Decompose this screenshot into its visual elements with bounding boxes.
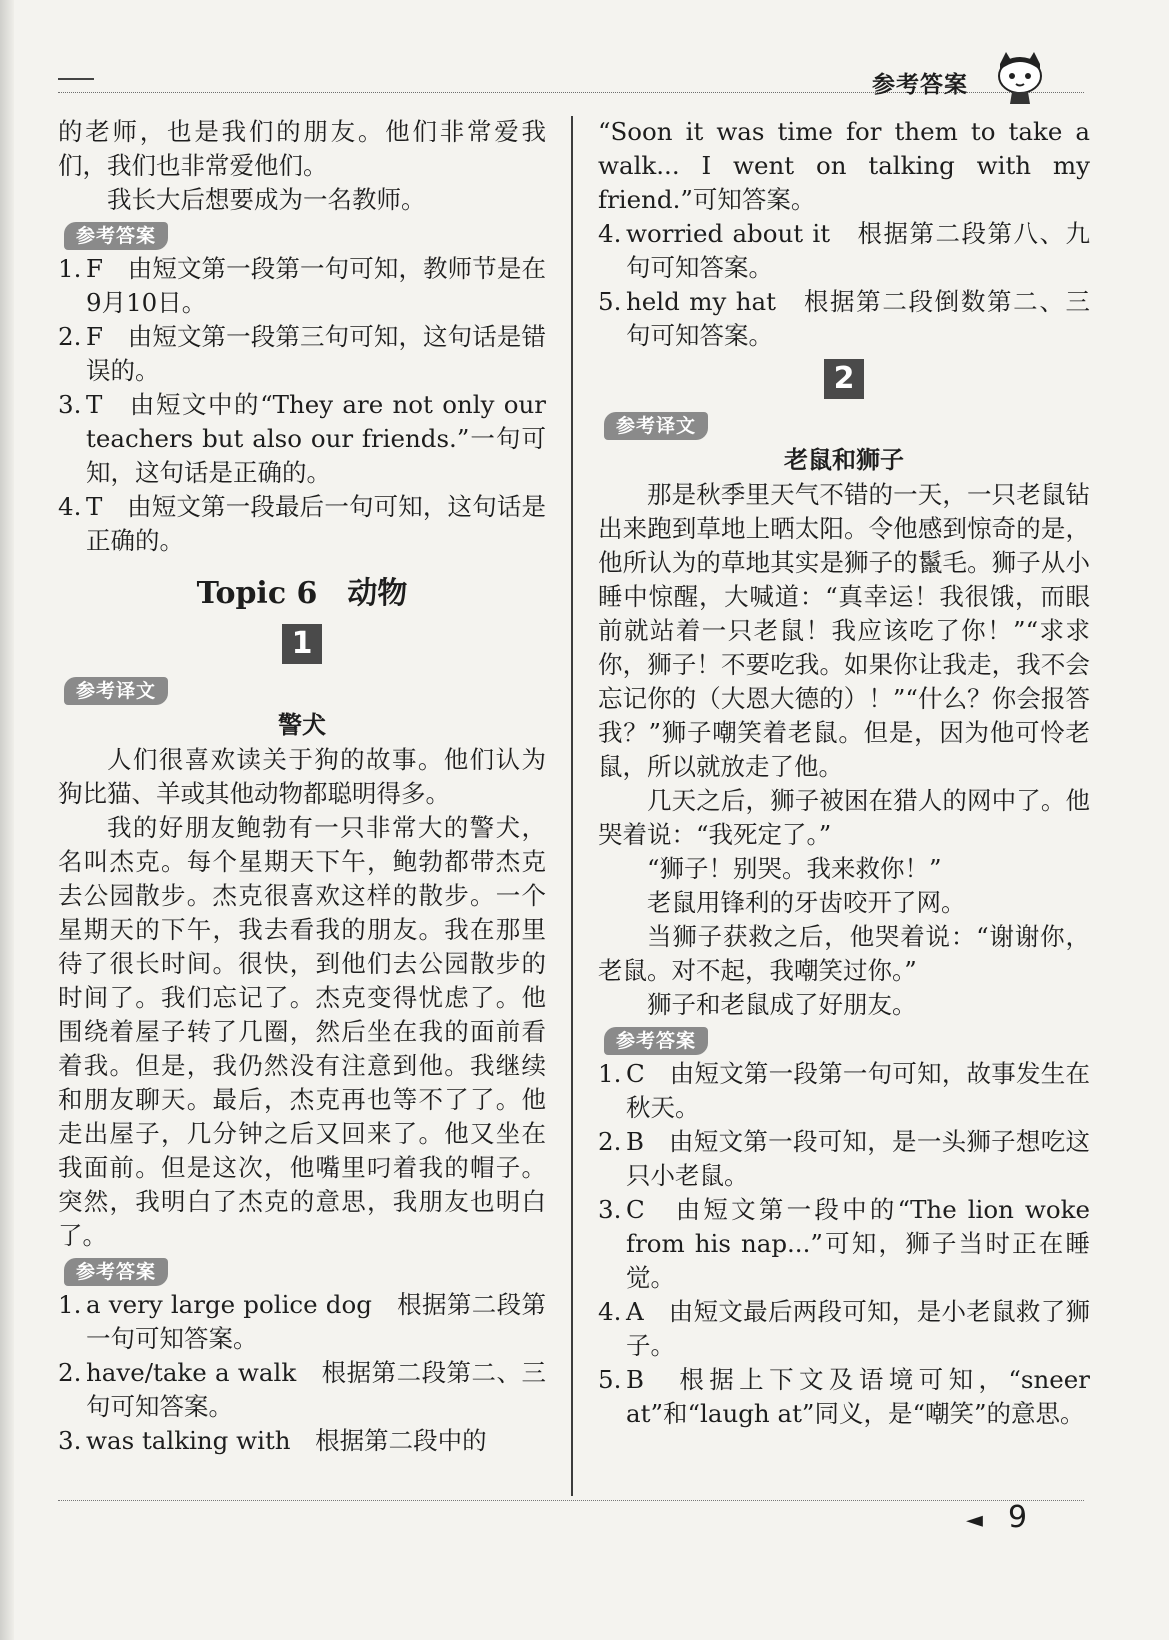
right-column xyxy=(598,115,1090,1431)
page-binding-edge xyxy=(0,0,14,1640)
answer-tag: 参考答案 xyxy=(604,1027,708,1055)
answer-list-3 xyxy=(598,1057,1090,1431)
answer-list-cont xyxy=(598,217,1090,353)
story-paragraph: 人们很喜欢读关于狗的故事。他们认为狗比猫、羊或其他动物都聪明得多。 xyxy=(58,745,546,808)
cat-mascot-icon xyxy=(990,50,1050,104)
header-tick xyxy=(58,78,94,80)
answer-item: 5. B 根据上下文及语境可知，“sneer at”和“laugh at”同义，是“嘲笑”的意思。 xyxy=(598,1365,1090,1428)
answer-item: 1. a very large police dog 根据第二段第一句可知答案。 xyxy=(58,1290,546,1353)
answer-item: 5. held my hat 根据第二段倒数第二、三句可知答案。 xyxy=(598,287,1090,350)
page-arrow-icon: ◄ xyxy=(966,1508,983,1533)
answer-item: 2. B 由短文第一段可知，是一头狮子想吃这只小老鼠。 xyxy=(598,1127,1090,1190)
section-number-badge: 2 xyxy=(824,359,864,399)
story-paragraph: 那是秋季里天气不错的一天，一只老鼠钻出来跑到草地上晒太阳。令他感到惊奇的是，他所认为的草地其实是狮子的鬣毛。狮子从小睡中惊醒，大喊道：“真幸运！我很饿，而眼前就站着一只老鼠！我应该吃了你！”“求求你，狮子！不要吃我。如果你让我走，我不会忘记你的（大恩大德的）！”“什么？你会报答我？”狮子嘲笑着老鼠。但是，因为他可怜老鼠，所以就放走了他。 xyxy=(598,480,1090,781)
left-column xyxy=(58,115,546,1458)
intro-paragraph-2: 我长大后想要成为一名教师。 xyxy=(107,185,426,214)
answer-item: 3. C 由短文第一段中的“The lion woke from his nap...”可知，狮子当时正在睡觉。 xyxy=(598,1195,1090,1292)
section-number-badge: 1 xyxy=(282,624,322,664)
answer-item: 3. was talking with 根据第二段中的 xyxy=(58,1426,487,1455)
translation-tag: 参考译文 xyxy=(604,412,708,440)
intro-paragraph: 的老师，也是我们的朋友。他们非常爱我们，我们也非常爱他们。 xyxy=(58,117,546,180)
column-divider xyxy=(571,116,573,1496)
page-number: 9 xyxy=(1008,1500,1028,1535)
answer-item: 1. F 由短文第一段第一句可知，教师节是在9月10日。 xyxy=(58,254,546,317)
footer-rule xyxy=(58,1500,1084,1501)
answer-item: 4. T 由短文第一段最后一句可知，这句话是正确的。 xyxy=(58,492,546,555)
answer-item: 2. have/take a walk 根据第二段第二、三句可知答案。 xyxy=(58,1358,546,1421)
translation-tag: 参考译文 xyxy=(64,677,168,705)
answer-tag: 参考答案 xyxy=(64,222,168,250)
answer-item: 4. worried about it 根据第二段第八、九句可知答案。 xyxy=(598,219,1090,282)
story-paragraph: 老鼠用锋利的牙齿咬开了网。 xyxy=(647,888,966,917)
story-paragraph: 我的好朋友鲍勃有一只非常大的警犬，名叫杰克。每个星期天下午，鲍勃都带杰克去公园散步。杰克很喜欢这样的散步。一个星期天的下午，我去看我的朋友。我在那里待了很长时间。很快，到他们去公园散步的时间了。我们忘记了。杰克变得忧虑了。他围绕着屋子转了几圈，然后坐在我的面前看着我。但是，我仍然没有注意到他。我继续和朋友聊天。最后，杰克再也等不了了。他走出屋子，几分钟之后又回来了。他又坐在我面前。但是这次，他嘴里叼着我的帽子。突然，我明白了杰克的意思，我朋友也明白了。 xyxy=(58,813,546,1250)
story-paragraph: 狮子和老鼠成了好朋友。 xyxy=(647,990,917,1019)
answer-item: 3. T 由短文中的“They are not only our teachers but also our friends.”一句可知，这句话是正确的。 xyxy=(58,390,546,487)
story-paragraph: 几天之后，狮子被困在猎人的网中了。他哭着说：“我死定了。” xyxy=(598,786,1090,849)
story-title: 老鼠和狮子 xyxy=(784,446,904,474)
answer-item: 1. C 由短文第一段第一句可知，故事发生在秋天。 xyxy=(598,1059,1090,1122)
answer-tag: 参考答案 xyxy=(64,1258,168,1286)
story-title: 警犬 xyxy=(278,711,326,739)
story-paragraph: “狮子！别哭。我来救你！” xyxy=(647,854,942,883)
answer-item: 2. F 由短文第一段第三句可知，这句话是错误的。 xyxy=(58,322,546,385)
continued-answer: “Soon it was time for them to take a walk... I went on talking with my friend.”可知答案。 xyxy=(598,117,1090,214)
answer-list-1 xyxy=(58,252,546,558)
topic-title: Topic 6 动物 xyxy=(196,576,408,611)
header-title: 参考答案 xyxy=(872,72,968,98)
answer-list-2 xyxy=(58,1288,546,1458)
story-paragraph: 当狮子获救之后，他哭着说：“谢谢你，老鼠。对不起，我嘲笑过你。” xyxy=(598,922,1090,985)
answer-item: 4. A 由短文最后两段可知，是小老鼠救了狮子。 xyxy=(598,1297,1090,1360)
